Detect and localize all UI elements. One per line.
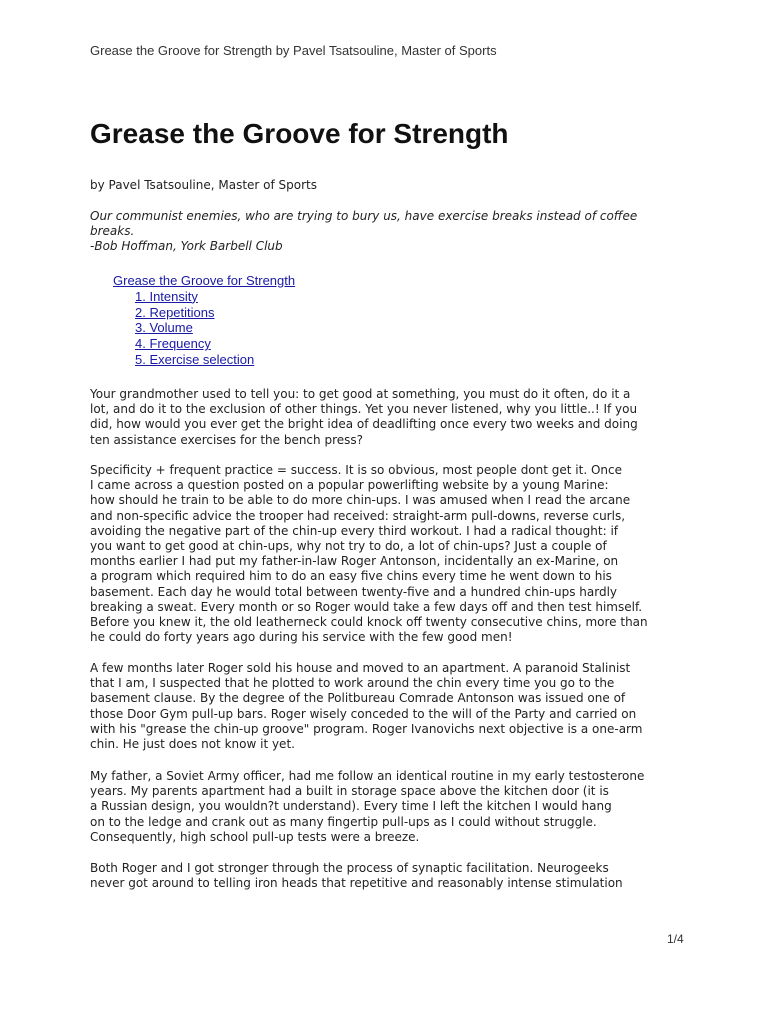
text-line: Both Roger and I got stronger through the process of synaptic facilitation. Neurogeeks [90,861,609,875]
text-line: how should he train to be able to do more chin-ups. I was amused when I read the arcane [90,493,631,508]
body-paragraph-3 [90,661,690,752]
body-paragraph-1 [90,387,690,448]
text-line: lot, and do it to the exclusion of other things. Yet you never listened, why you little..! If you [90,402,638,417]
toc-link-intensity[interactable]: 1. Intensity [135,288,198,304]
text-line: chin. He just does not know it yet. [90,737,295,752]
toc-link-repetitions[interactable]: 2. Repetitions [135,304,215,320]
epigraph-line: breaks. [90,224,135,238]
page-title: Grease the Groove for Strength [90,118,509,149]
epigraph-quote [90,209,680,254]
epigraph-attribution: -Bob Hoffman, York Barbell Club [90,239,283,253]
text-line: on to the ledge and crank out as many fingertip pull-ups as I could without struggle. [90,814,597,829]
text-line: A few months later Roger sold his house and moved to an apartment. A paranoid Stalinist [90,661,631,675]
text-line: he could do forty years ago during his service with the few good men! [90,630,513,645]
page-number: 1/4 [667,932,684,946]
text-line: months earlier I had put my father-in-law Roger Antonson, incidentally an ex-Marine, on [90,554,619,569]
text-line: ten assistance exercises for the bench press? [90,432,363,447]
text-line: Before you knew it, the old leatherneck could knock off twenty consecutive chins, more than [90,615,648,630]
text-line: avoiding the negative part of the chin-up every third workout. I had a radical thought: if [90,523,619,538]
text-line: you want to get good at chin-ups, why not try to do, a lot of chin-ups? Just a couple of [90,539,607,554]
toc-link-volume[interactable]: 3. Volume [135,320,193,336]
toc-link-main[interactable]: Grease the Groove for Strength [113,273,296,288]
epigraph-line: Our communist enemies, who are trying to bury us, have exercise breaks instead of coffee [90,209,638,223]
text-line: Specificity + frequent practice = success. It is so obvious, most people dont get it. Once [90,463,622,477]
table-of-contents [113,273,295,368]
text-line: did, how would you ever get the bright idea of deadlifting once every two weeks and doing [90,417,638,432]
text-line: My father, a Soviet Army officer, had me follow an identical routine in my early testosterone [90,769,645,783]
text-line: I came across a question posted on a popular powerlifting website by a young Marine: [90,478,609,493]
text-line: a Russian design, you wouldn?t understand). Every time I left the kitchen I would hang [90,799,612,814]
text-line: basement. Each day he would total between twenty-five and a hundred chin-ups hardly [90,584,618,599]
text-line: breaking a sweat. Every month or so Roger would take a few days off and then test himself. [90,599,643,614]
text-line: never got around to telling iron heads that repetitive and reasonably intense stimulation [90,876,623,891]
byline: by Pavel Tsatsouline, Master of Sports [90,178,317,192]
text-line: that I am, I suspected that he plotted to work around the chin every time you go to the [90,676,615,691]
text-line: basement clause. By the degree of the Politbureau Comrade Antonson was issued one of [90,691,626,706]
text-line: Your grandmother used to tell you: to get good at something, you must do it often, do it a [90,387,631,401]
body-paragraph-5 [90,861,690,891]
body-paragraph-4 [90,769,690,845]
text-line: years. My parents apartment had a built in storage space above the kitchen door (it is [90,784,609,799]
text-line: those Door Gym pull-up bars. Roger wisely conceded to the will of the Party and carried on [90,706,637,721]
running-header: Grease the Groove for Strength by Pavel Tsatsouline, Master of Sports [90,43,497,58]
text-line: with his "grease the chin-up groove" program. Roger Ivanovichs next objective is a one-arm [90,721,643,736]
toc-link-exercise-selection[interactable]: 5. Exercise selection [135,351,255,367]
text-line: a program which required him to do an easy five chins every time he went down to his [90,569,612,584]
text-line: and non-specific advice the trooper had received: straight-arm pull-downs, reverse curls, [90,508,626,523]
toc-link-frequency[interactable]: 4. Frequency [135,336,211,352]
body-paragraph-2 [90,463,690,645]
text-line: Consequently, high school pull-up tests were a breeze. [90,829,420,844]
